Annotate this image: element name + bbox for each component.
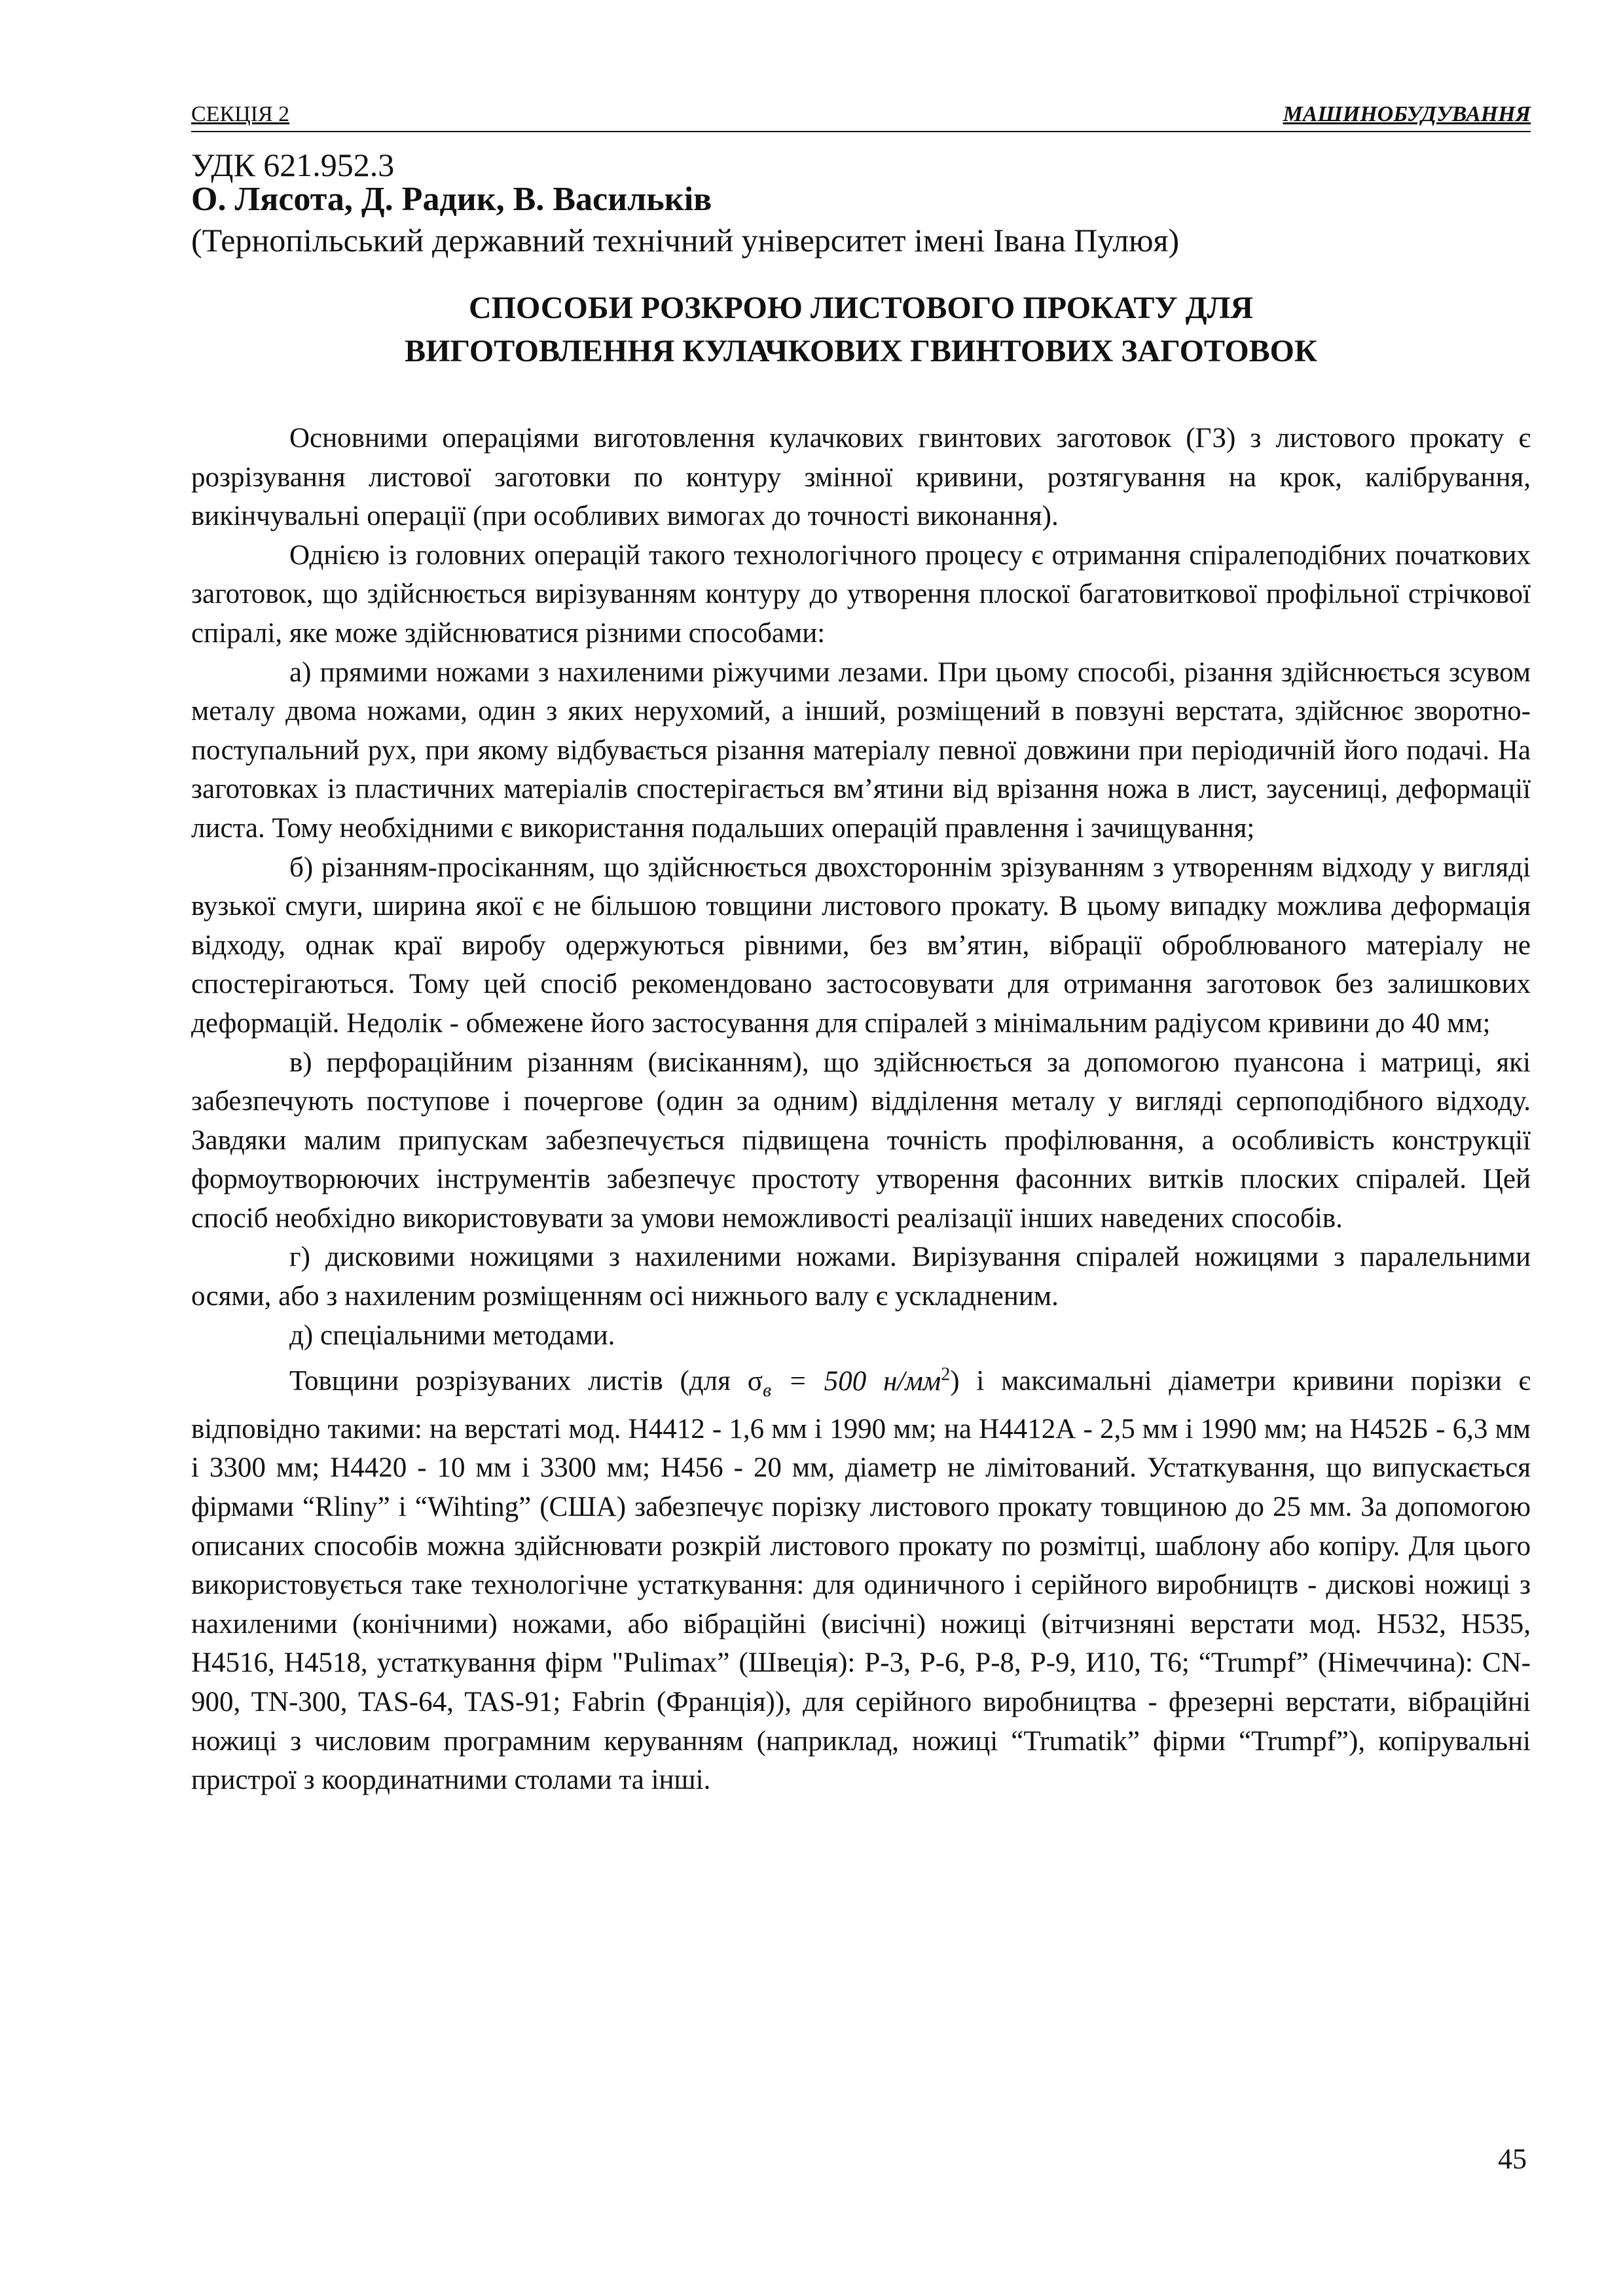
paragraph-with-formula — [191, 1355, 1531, 1799]
formula-superscript: 2 — [941, 1364, 951, 1385]
title-line-2: ВИГОТОВЛЕННЯ КУЛАЧКОВИХ ГВИНТОВИХ ЗАГОТОВОК — [405, 334, 1317, 368]
running-header — [191, 98, 1531, 132]
section-label: СЕКЦІЯ 2 — [191, 102, 290, 126]
subject-label: МАШИНОБУДУВАННЯ — [1283, 102, 1531, 126]
paragraph: б) різанням-просіканням, що здійснюється двохстороннім зрізуванням з утворенням відходу у вигляді вузької смуги, ширина якої є не більшою товщини листового прокату. В цьому випадку можлива деформація відходу, однак краї виробу одержуються рівними, без вм’ятин, вібрації оброблюваного матеріалу не спостерігаються. Тому цей спосіб рекомендовано застосовувати для отримання заготовок без залишкових деформацій. Недолік - обмежене його застосування для спіралей з мінімальним радіусом кривини до 40 мм; — [191, 852, 1531, 1039]
paragraph: д) спеціальними методами. — [289, 1319, 615, 1351]
paragraph: Однією із головних операцій такого технологічного процесу є отримання спіралеподібних початкових заготовок, що здійснюється вирізуванням контуру до утворення плоскої багатовиткової профільної стрічкової спіралі, яке може здійснюватися різними способами: — [191, 539, 1531, 649]
page-number: 45 — [1498, 2143, 1527, 2175]
authors: О. Лясота, Д. Радик, В. Васильків — [191, 181, 712, 218]
title-line-1: СПОСОБИ РОЗКРОЮ ЛИСТОВОГО ПРОКАТУ ДЛЯ — [468, 291, 1254, 325]
paragraph: г) дисковими ножицями з нахиленими ножами. Вирізування спіралей ножицями з паралельними осями, або з нахиленим розміщенням осі нижнього валу є ускладненим. — [191, 1242, 1531, 1312]
paragraph: в) перфораційним різанням (висіканням), що здійснюється за допомогою пуансона і матриці, які забезпечують поступове і почергове (один за одним) відділення металу у вигляді серпоподібного відходу. Завдяки малим припускам забезпечується підвищена точність профілювання, а особливість конструкції формоутворюючих інструментів забезпечує простоту утворення фасонних витків плоских спіралей. Цей спосіб необхідно використовувати за умови неможливості реалізації інших наведених способів. — [191, 1047, 1531, 1234]
paper-title — [191, 287, 1531, 373]
udc-code: УДК 621.952.3 — [191, 147, 395, 183]
formula-sigma: σ — [747, 1365, 763, 1397]
formula — [747, 1364, 951, 1401]
formula-value: = 500 н/мм — [771, 1365, 941, 1397]
text-after-formula: ) і максимальні діаметри кривини порізки є відповідно такими: на верстаті мод. Н4412 - 1,6 мм і 1990 мм; на Н4412А - 2,5 мм і 1990 мм; на Н452Б - 6,3 мм і 3300 мм; Н4420 - 10 мм і 3300 мм; Н456 - 20 мм, діаметр не лімітований. Устаткування, що випускається фірмами “Rliny” і “Wihting” (США) забезпечує порізку листового прокату товщиною до 25 мм. За допомогою описаних способів можна здійснювати розкрій листового прокату по розмітці, шаблону або копіру. Для цього використовується таке технологічне устаткування: для одиничного і серійного виробництв - дискові ножиці з нахиленими (конічними) ножами, або вібраційні (висічні) ножиці (вітчизняні верстати мод. Н532, Н535, Н4516, Н4518, устаткування фірм "Pulimax” (Швеція): Р-3, Р-6, Р-8, Р-9, И10, Т6; “Trumpf” (Німеччина): CN-900, TN-300, TAS-64, TAS-91; Fabrin (Франція)), для серійного виробництва - фрезерні верстати, вібраційні ножиці з числовим програмним керуванням (наприклад, ножиці “Trumatik” фірми “Trumpf”), копірувальні пристрої з координатними столами та інші. — [191, 1365, 1531, 1796]
affiliation: (Тернопільський державний технічний університет імені Івана Пулюя) — [191, 222, 1180, 259]
body-text — [191, 419, 1531, 1800]
formula-subscript: в — [762, 1379, 771, 1401]
text-before-formula: Товщини розрізуваних листів (для — [289, 1365, 748, 1397]
paragraph: Основними операціями виготовлення кулачкових гвинтових заготовок (ГЗ) з листового прокату є розрізування листової заготовки по контуру змінної кривини, розтягування на крок, калібрування, викінчувальні операції (при особливих вимогах до точності виконання). — [191, 423, 1531, 532]
paragraph: а) прямими ножами з нахиленими ріжучими лезами. При цьому способі, різання здійснюється зсувом металу двома ножами, один з яких нерухомий, а інший, розміщений в повзуні верстата, здійснює зворотно-поступальний рух, при якому відбувається різання матеріалу певної довжини при періодичній його подачі. На заготовках із пластичних матеріалів спостерігається вм’ятини від врізання ножа в лист, заусениці, деформації листа. Тому необхідними є використання подальших операцій правлення і зачищування; — [191, 656, 1531, 844]
